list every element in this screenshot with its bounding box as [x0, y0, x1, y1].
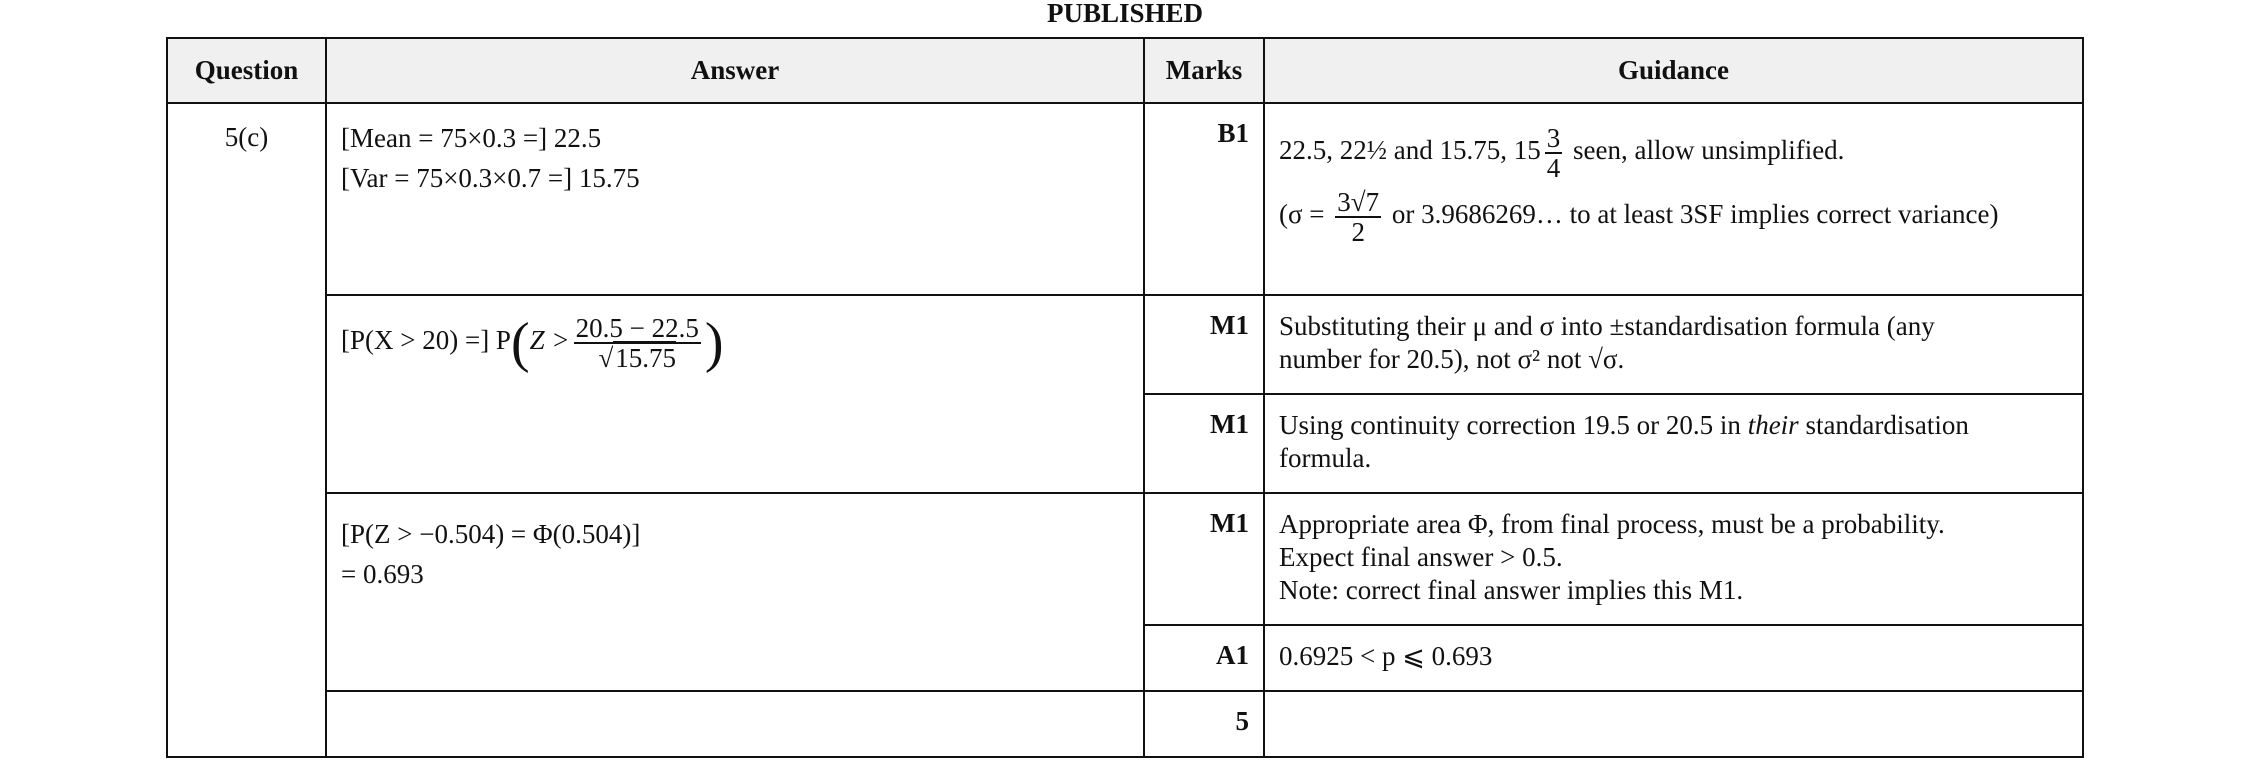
answer-cell — [326, 103, 1144, 295]
guidance-text: standardisation — [1805, 410, 1969, 440]
answer-line: [Var = 75×0.3×0.7 =] 15.75 — [341, 163, 640, 193]
table-row — [167, 295, 2083, 394]
mark-cell: M1 — [1144, 394, 1264, 493]
answer-cell — [326, 493, 1144, 691]
guidance-cell — [1264, 394, 2083, 493]
guidance-text: (σ = — [1279, 199, 1325, 230]
guidance-cell-empty — [1264, 691, 2083, 757]
left-paren: ( — [510, 312, 530, 374]
fraction-numerator: 3√7 — [1337, 187, 1380, 217]
guidance-line — [1279, 395, 2072, 442]
guidance-emphasis: their — [1747, 410, 1799, 440]
fraction-numerator: 20.5 − 22.5 — [575, 313, 699, 343]
answer-header: Answer — [326, 38, 1144, 103]
right-paren: ) — [704, 312, 724, 374]
guidance-text: seen, allow unsimplified. — [1572, 135, 1845, 166]
page-header: PUBLISHED — [1046, 0, 1204, 28]
fraction-denominator: √15.75 — [598, 343, 677, 373]
guidance-line: Note: correct final answer implies this M1. — [1279, 575, 1744, 605]
answer-cell-empty — [326, 691, 1144, 757]
question-header: Question — [167, 38, 326, 103]
question-id: 5(c) — [167, 103, 326, 757]
guidance-line: Expect final answer > 0.5. — [1279, 542, 1563, 572]
guidance-cell — [1264, 625, 2083, 691]
sqrt-radicand: 15.75 — [615, 343, 677, 373]
fraction — [574, 314, 701, 372]
guidance-line: 0.6925 < p ⩽ 0.693 — [1279, 641, 1493, 671]
answer-cell — [326, 295, 1144, 493]
table-row — [167, 103, 2083, 295]
answer-line: = 0.693 — [341, 559, 424, 589]
guidance-cell — [1264, 295, 2083, 394]
answer-text: Z > — [529, 325, 570, 356]
table-header-row — [167, 38, 2083, 103]
answer-expression — [341, 296, 1143, 372]
answer-line: [P(Z > −0.504) = Φ(0.504)] — [341, 519, 641, 549]
fraction-denominator: 4 — [1546, 153, 1561, 183]
guidance-text: or 3.9686269… to at least 3SF implies correct variance) — [1391, 199, 1999, 230]
guidance-line — [1279, 104, 2072, 182]
mark-cell: M1 — [1144, 493, 1264, 625]
guidance-header: Guidance — [1264, 38, 2083, 103]
fraction — [1545, 124, 1563, 182]
mark-cell: B1 — [1144, 103, 1264, 295]
mark-scheme-table — [166, 37, 2084, 758]
answer-line: [Mean = 75×0.3 =] 22.5 — [341, 123, 602, 153]
marks-header: Marks — [1144, 38, 1264, 103]
guidance-line — [1279, 182, 2072, 246]
guidance-text: 22.5, 22½ and 15.75, 15 — [1279, 135, 1541, 166]
total-row — [167, 691, 2083, 757]
guidance-line: Substituting their μ and σ into ±standardisation formula (any — [1279, 311, 1935, 341]
mark-cell: M1 — [1144, 295, 1264, 394]
guidance-line: number for 20.5), not σ² not √σ. — [1279, 344, 1625, 374]
guidance-line: Appropriate area Φ, from final process, must be a probability. — [1279, 509, 1945, 539]
total-mark: 5 — [1144, 691, 1264, 757]
answer-text: [P(X > 20) =] P — [341, 325, 511, 356]
fraction — [1335, 188, 1381, 246]
guidance-line: formula. — [1279, 443, 1372, 473]
table-row — [167, 493, 2083, 625]
mark-cell: A1 — [1144, 625, 1264, 691]
fraction-denominator: 2 — [1351, 217, 1365, 247]
guidance-cell — [1264, 493, 2083, 625]
guidance-text: Using continuity correction 19.5 or 20.5 in — [1279, 410, 1741, 440]
fraction-numerator: 3 — [1546, 123, 1561, 153]
guidance-cell — [1264, 103, 2083, 295]
